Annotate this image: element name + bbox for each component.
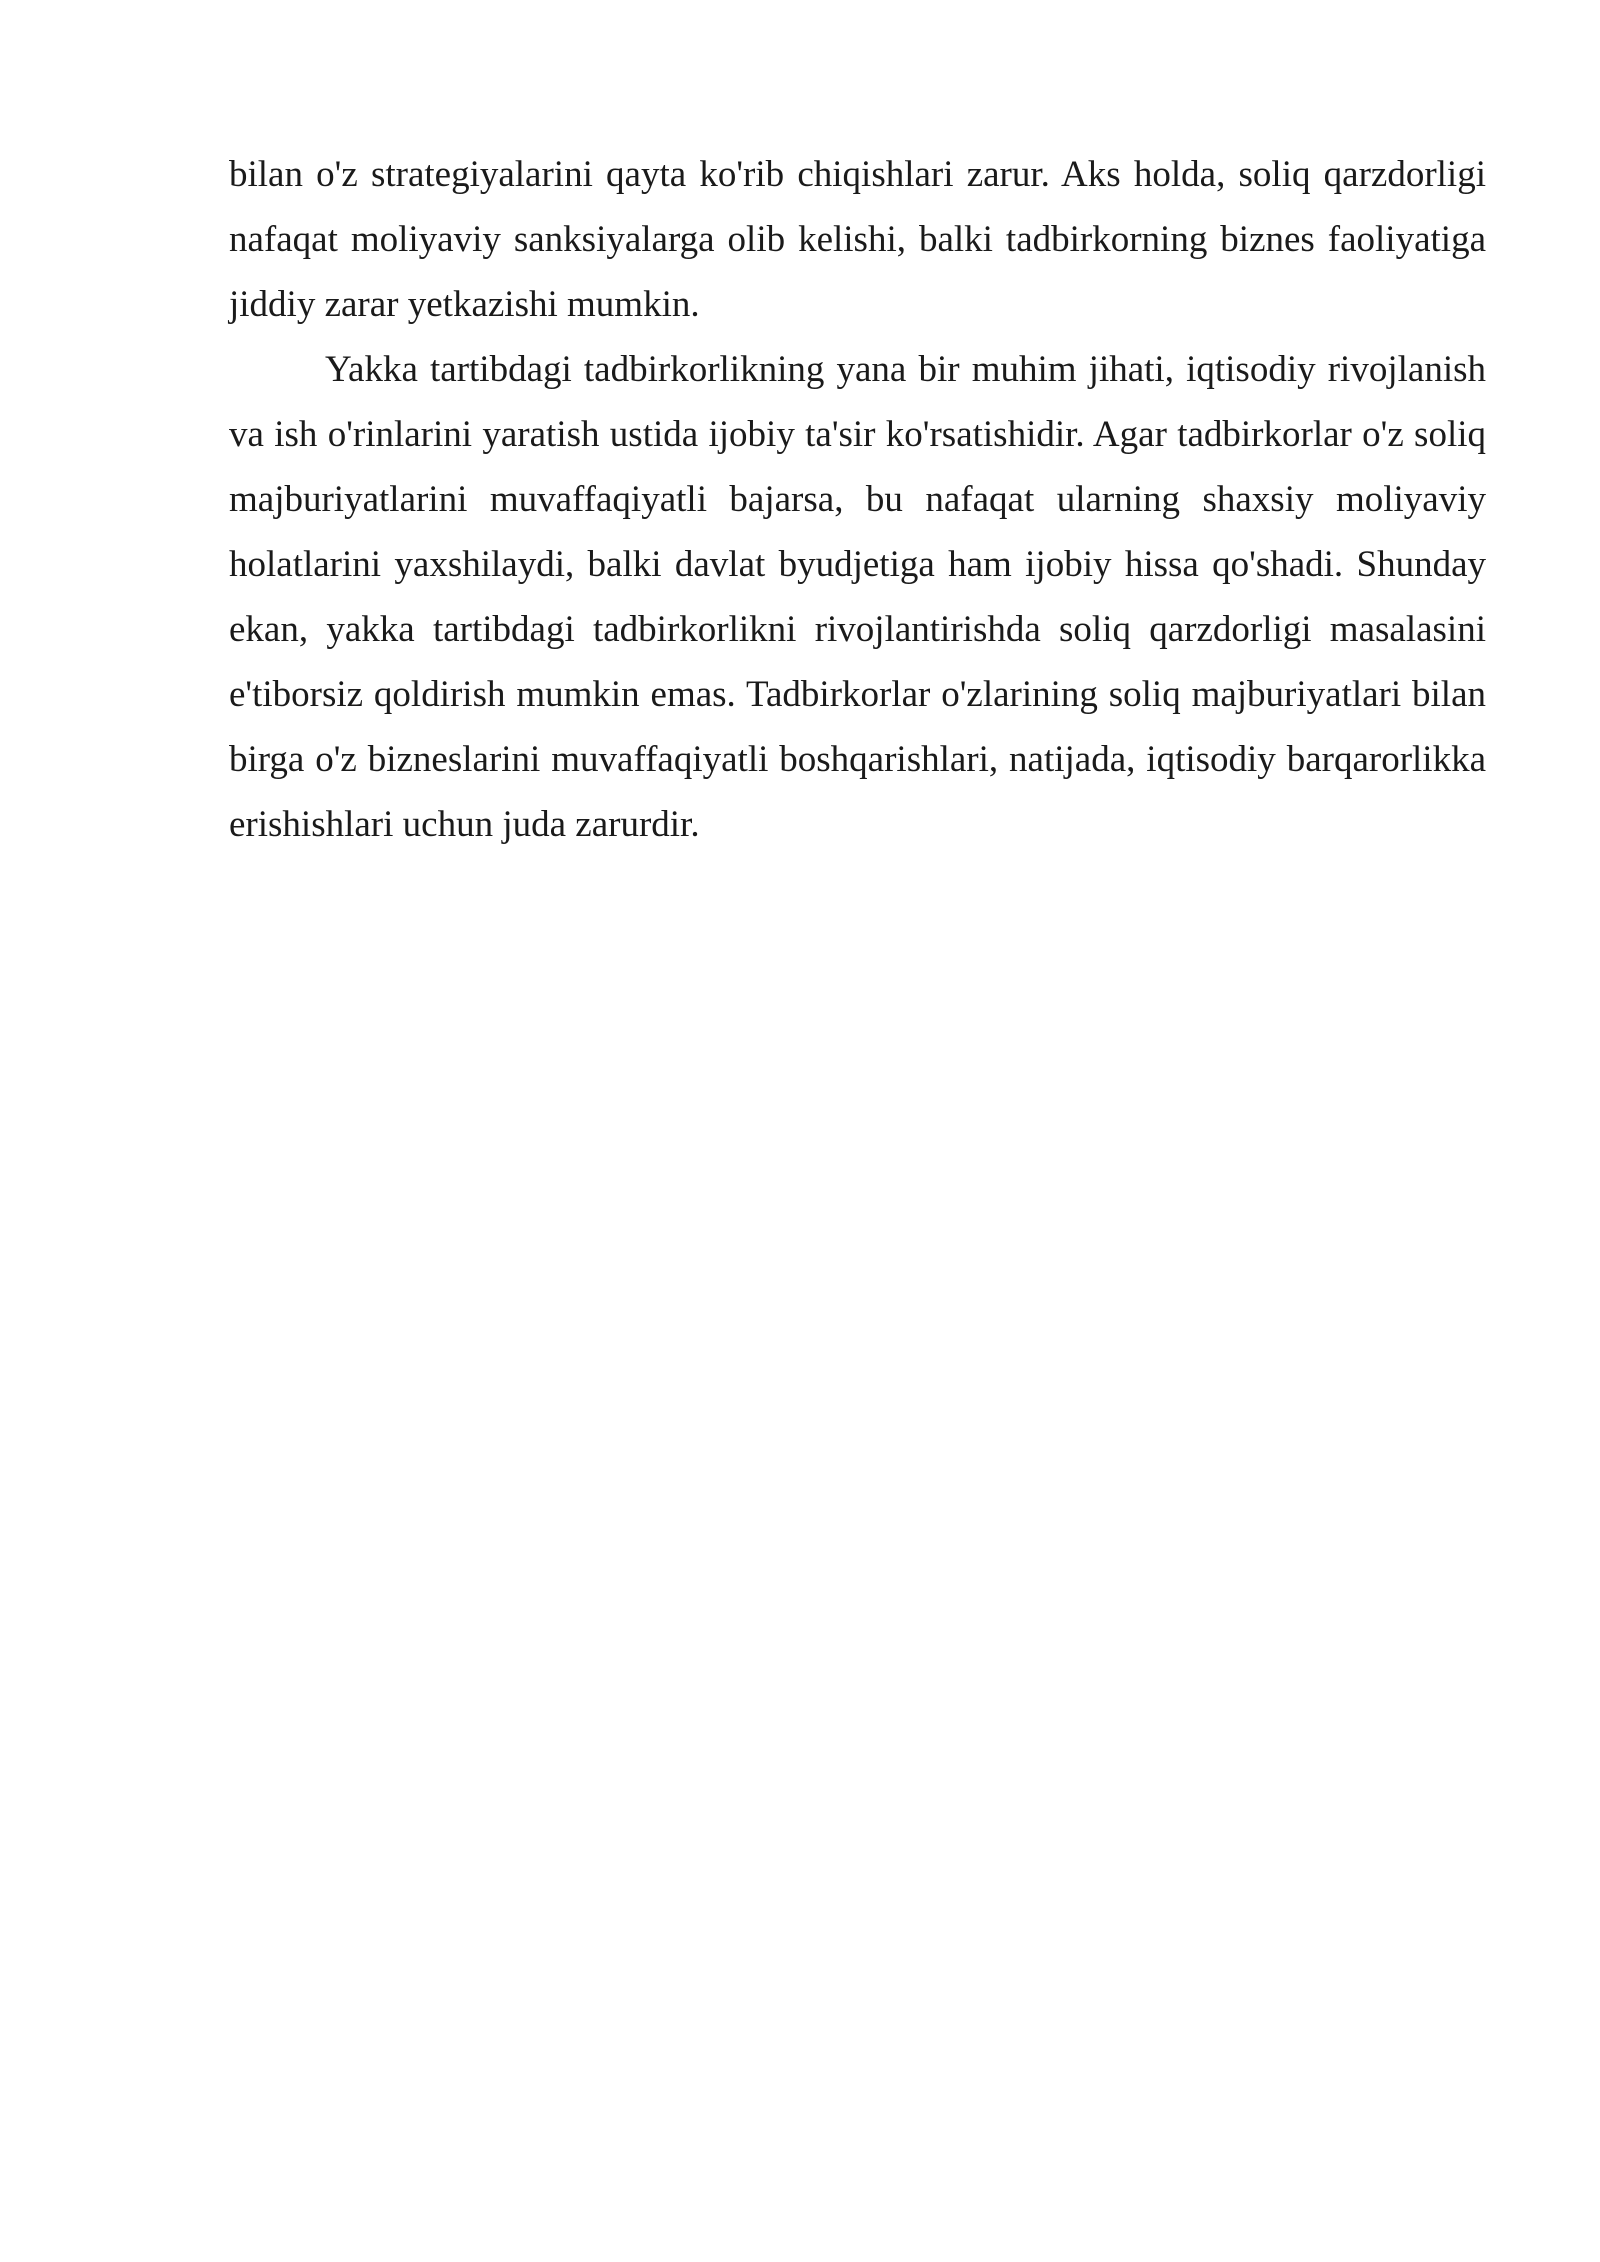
body-text bbox=[229, 142, 1486, 857]
paragraph-continuation: bilan o'z strategiyalarini qayta ko'rib chiqishlari zarur. Aks holda, soliq qarzdorligi nafaqat moliyaviy sanksiyalarga olib kelishi, balki tadbirkorning biznes faoliyatiga jiddiy zarar yetkazishi mumkin. bbox=[229, 154, 1486, 325]
paragraph-yakka-tartibdagi: Yakka tartibdagi tadbirkorlikning yana bir muhim jihati, iqtisodiy rivojlanish va ish o'rinlarini yaratish ustida ijobiy ta'sir ko'rsatishidir. Agar tadbirkorlar o'z soliq majburiyatlarini muvaffaqiyatli bajarsa, bu nafaqat ularning shaxsiy moliyaviy holatlarini yaxshilaydi, balki davlat byudjetiga ham ijobiy hissa qo'shadi. Shunday ekan, yakka tartibdagi tadbirkorlikni rivojlantirishda soliq qarzdorligi masalasini e'tiborsiz qoldirish mumkin emas. Tadbirkorlar o'zlarining soliq majburiyatlari bilan birga o'z bizneslarini muvaffaqiyatli boshqarishlari, natijada, iqtisodiy barqarorlikka erishishlari uchun juda zarurdir. bbox=[229, 349, 1486, 845]
